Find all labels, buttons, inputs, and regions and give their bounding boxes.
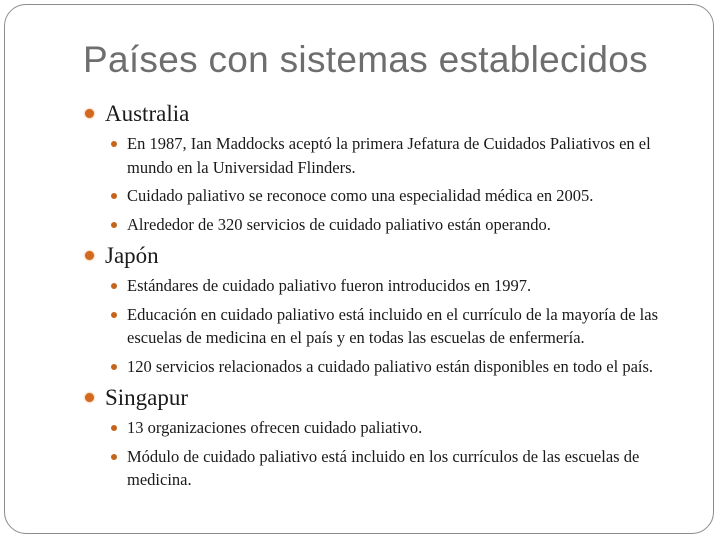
list-item bbox=[83, 416, 683, 440]
section-heading bbox=[83, 384, 683, 412]
slide-frame bbox=[4, 4, 714, 534]
section-singapur bbox=[83, 384, 683, 492]
bullet-icon bbox=[111, 364, 117, 370]
bullet-list bbox=[83, 274, 683, 378]
list-item-text: Estándares de cuidado paliativo fueron introducidos en 1997. bbox=[127, 276, 532, 295]
list-item bbox=[83, 303, 683, 350]
list-item bbox=[83, 445, 683, 492]
list-item-text: Módulo de cuidado paliativo está incluido en los currículos de las escuelas de medicina. bbox=[127, 446, 640, 489]
section-heading-label: Australia bbox=[105, 101, 190, 126]
section-japon bbox=[83, 242, 683, 378]
section-heading-label: Japón bbox=[105, 243, 159, 268]
bullet-icon bbox=[111, 312, 117, 318]
list-item-text: Educación en cuidado paliativo está incluido en el currículo de la mayoría de las escuelas de medicina en el país y en todas las escuelas de enfermería. bbox=[127, 304, 659, 347]
list-item bbox=[83, 355, 683, 379]
bullet-icon bbox=[85, 251, 94, 260]
bullet-list bbox=[83, 416, 683, 492]
section-heading-label: Singapur bbox=[105, 385, 189, 410]
section-heading bbox=[83, 242, 683, 270]
list-item-text: 120 servicios relacionados a cuidado paliativo están disponibles en todo el país. bbox=[127, 356, 654, 376]
section-heading bbox=[83, 100, 683, 128]
bullet-icon bbox=[111, 141, 117, 147]
bullet-list bbox=[83, 132, 683, 236]
bullet-icon bbox=[85, 393, 94, 402]
bullet-icon bbox=[111, 454, 117, 460]
bullet-icon bbox=[111, 193, 117, 199]
section-australia bbox=[83, 100, 683, 236]
list-item bbox=[83, 132, 683, 179]
slide-content bbox=[83, 100, 683, 498]
list-item bbox=[83, 184, 683, 208]
bullet-icon bbox=[111, 283, 117, 289]
list-item-text: 13 organizaciones ofrecen cuidado paliativo. bbox=[127, 418, 423, 437]
slide-title: Países con sistemas establecidos bbox=[83, 39, 648, 80]
list-item-text: En 1987, Ian Maddocks aceptó la primera Jefatura de Cuidados Paliativos en el mundo en la Universidad Flinders. bbox=[127, 134, 651, 177]
list-item-text: Alrededor de 320 servicios de cuidado paliativo están operando. bbox=[127, 214, 551, 234]
bullet-icon bbox=[111, 222, 117, 228]
list-item bbox=[83, 274, 683, 298]
bullet-icon bbox=[85, 109, 94, 118]
list-item-text: Cuidado paliativo se reconoce como una especialidad médica en 2005. bbox=[127, 186, 594, 205]
list-item bbox=[83, 213, 683, 237]
bullet-icon bbox=[111, 425, 117, 431]
